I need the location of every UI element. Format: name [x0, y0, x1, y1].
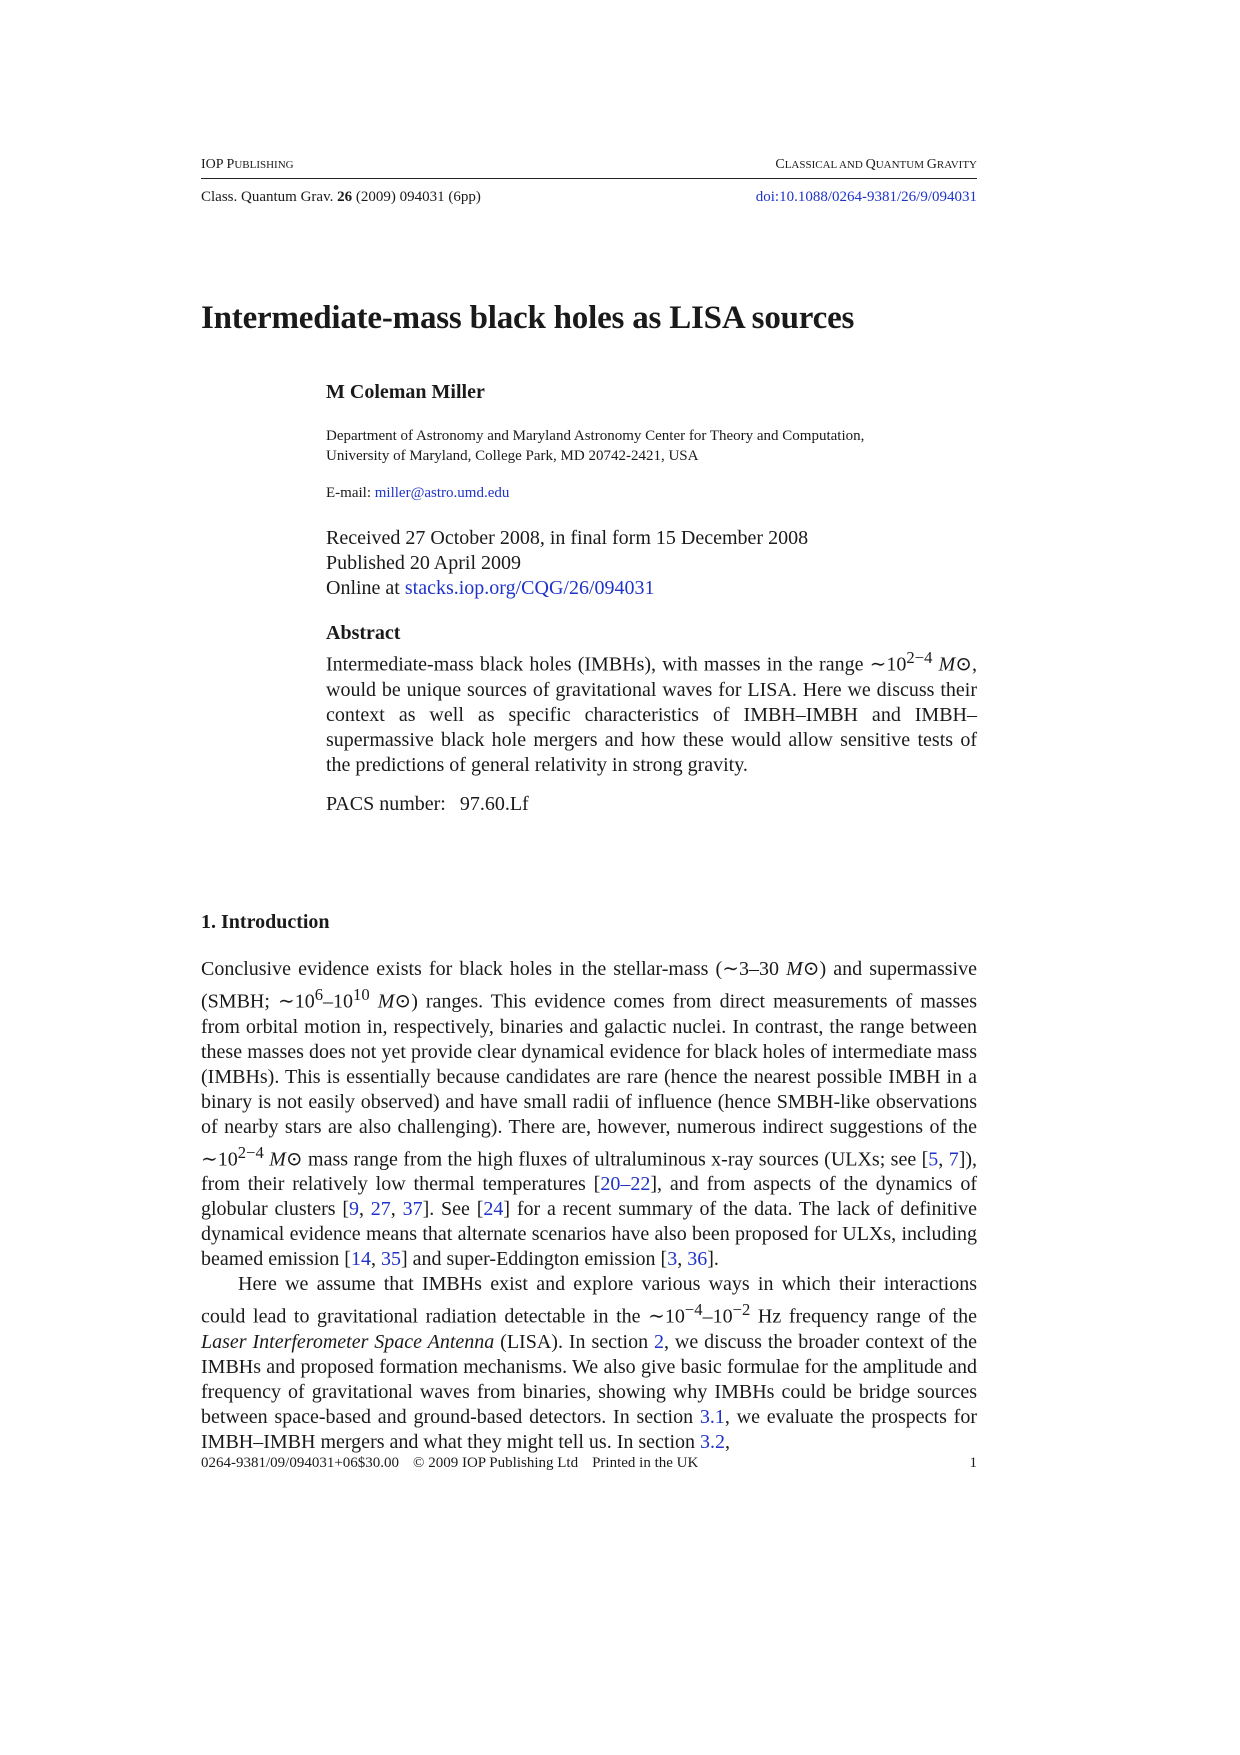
publisher-name: IOP PUBLISHING: [201, 157, 294, 172]
email-label: E-mail:: [326, 485, 371, 501]
section-heading: 1. Introduction: [201, 911, 330, 933]
pacs-number: PACS number: 97.60.Lf: [326, 793, 529, 815]
journal-name: CLASSICAL AND QUANTUM GRAVITY: [775, 157, 977, 172]
citation-link[interactable]: 9: [349, 1198, 359, 1221]
abstract-text: Intermediate-mass black holes (IMBHs), with masses in the range $\sim 10^{2-4}$ M⊙, would be unique sources of gravitational waves for LISA. Here we discuss their context as well as specific characteristics of IMBH–IMBH and IMBH–supermassive black hole mergers and how these would allow sensitive tests of the predictions of general relativity in strong gravity.: [326, 648, 977, 776]
page-number: 1: [969, 1455, 977, 1471]
running-header: [201, 156, 977, 174]
citation-link[interactable]: 7: [948, 1148, 959, 1171]
citation-link[interactable]: 22: [630, 1173, 651, 1196]
citation-link[interactable]: 20: [600, 1173, 621, 1196]
citation-line: [201, 188, 977, 206]
copyright: © 2009 IOP Publishing Ltd: [413, 1455, 579, 1471]
paper-title: Intermediate-mass black holes as LISA sources: [201, 300, 855, 336]
citation-link[interactable]: 5: [928, 1148, 939, 1171]
affiliation: [326, 426, 966, 466]
publication-dates: [326, 526, 808, 601]
section-body: [201, 957, 977, 1455]
citation: Class. Quantum Grav. 26 (2009) 094031 (6pp): [201, 189, 481, 205]
citation-link[interactable]: 24: [483, 1198, 504, 1221]
solar-mass-symbol: M⊙: [938, 653, 972, 676]
page-footer: [201, 1455, 977, 1472]
email-link[interactable]: miller@astro.umd.edu: [374, 485, 510, 501]
section-link[interactable]: 2: [654, 1330, 665, 1353]
section-link[interactable]: 3.1: [699, 1405, 725, 1428]
citation-link[interactable]: 3: [667, 1248, 678, 1271]
abstract-heading: Abstract: [326, 622, 401, 644]
received-date: Received 27 October 2008, in final form 15 December 2008: [326, 527, 809, 549]
affiliation-line: University of Maryland, College Park, MD 20742-2421, USA: [326, 448, 699, 464]
email-line: [326, 485, 509, 502]
header-rule: [201, 178, 977, 179]
citation-link[interactable]: 37: [402, 1198, 423, 1221]
issn-code: 0264-9381/09/094031+06$30.00: [201, 1455, 400, 1471]
citation-link[interactable]: 36: [687, 1248, 708, 1271]
citation-link[interactable]: 35: [380, 1248, 401, 1271]
doi-link[interactable]: doi:10.1088/0264-9381/26/9/094031: [755, 189, 977, 205]
affiliation-line: Department of Astronomy and Maryland Astronomy Center for Theory and Computation,: [326, 428, 865, 444]
printed-note: Printed in the UK: [592, 1455, 699, 1471]
paragraph: Here we assume that IMBHs exist and explore various ways in which their interactions could lead to gravitational radiation detectable in the $\sim 10^{-4}-10^{-2}$ Hz frequency range of the Laser Interferometer Space Antenna (LISA). In section 2, we discuss the broader context of the IMBHs and proposed formation mechanisms. We also give basic formulae for the amplitude and frequency of gravitational waves from binaries, showing why IMBHs could be bridge sources between space-based and ground-based detectors. In section 3.1, we evaluate the prospects for IMBH–IMBH mergers and what they might tell us. In section 3.2,: [201, 1273, 978, 1453]
section-link[interactable]: 3.2: [700, 1430, 726, 1453]
published-date: Published 20 April 2009: [326, 552, 522, 574]
paragraph: Conclusive evidence exists for black holes in the stellar-mass (∼3–30 M⊙) and supermassive (SMBH; $\sim 10^6-10^{10}$ M⊙) ranges. This evidence comes from direct measurements of masses from orbital motion in, respectively, binaries and galactic nuclei. In contrast, the range between these masses does not yet provide clear dynamical evidence for black holes of intermediate mass (IMBHs). This is essentially because candidates are rare (hence the nearest possible IMBH in a binary is not easily observed) and have small radii of influence (hence SMBH-like observations of nearby stars are also challenging). There are, however, numerous indirect suggestions of the $\sim 10^{2-4}$ M⊙ mass range from the high fluxes of ultraluminous x-ray sources (ULXs; see [5, 7]), from their relatively low thermal temperatures [20–22], and from aspects of the dynamics of globular clusters [9, 27, 37]. See [24] for a recent summary of the data. The lack of definitive dynamical evidence means that alternate scenarios have also been proposed for ULXs, including beamed emission [14, 35] and super-Eddington emission [3, 36].: [201, 958, 978, 1271]
author-name: M Coleman Miller: [326, 381, 485, 403]
online-line: Online at stacks.iop.org/CQG/26/094031: [326, 577, 655, 599]
citation-link[interactable]: 14: [350, 1248, 371, 1271]
online-link[interactable]: stacks.iop.org/CQG/26/094031: [404, 577, 655, 599]
citation-link[interactable]: 27: [370, 1198, 391, 1221]
